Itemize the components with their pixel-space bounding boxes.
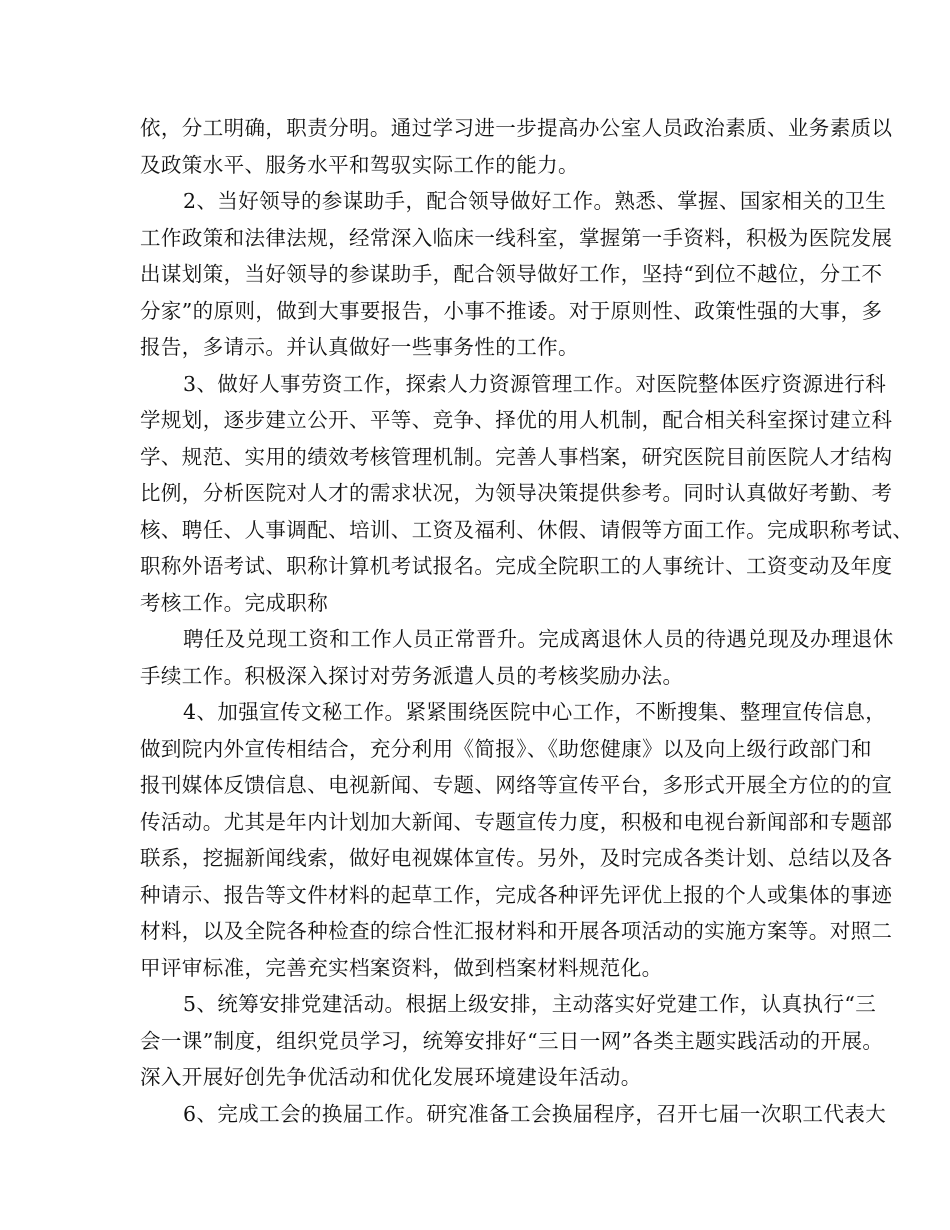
- text-line: 考核工作。完成职称: [140, 591, 329, 615]
- text-line: 报刊媒体反馈信息、电视新闻、专题、网络等宣传平台，多形式开展全方位的的宣: [140, 773, 893, 797]
- text-line: 深入开展好创先争优活动和优化发展环境建设年活动。: [140, 1065, 642, 1089]
- text-line: 职称外语考试、职称计算机考试报名。完成全院职工的人事统计、工资变动及年度: [140, 554, 893, 578]
- text-line: 做到院内外宣传相结合，充分利用《简报》、《助您健康》以及向上级行政部门和: [140, 737, 872, 761]
- paragraph-start-line: 聘任及兑现工资和工作人员正常晋升。完成离退休人员的待遇兑现及办理退休: [183, 627, 894, 651]
- text-line: 传活动。尤其是年内计划加大新闻、专题宣传力度，积极和电视台新闻部和专题部: [140, 810, 893, 834]
- text-line: 工作政策和法律法规，经常深入临床一线科室，掌握第一手资料，积极为医院发展: [140, 226, 893, 250]
- text-line: 手续工作。积极深入探讨对劳务派遣人员的考核奖励办法。: [140, 664, 684, 688]
- text-line: 分家”的原则，做到大事要报告，小事不推诿。对于原则性、政策性强的大事，多: [140, 299, 883, 323]
- paragraph-start-line: 3、做好人事劳资工作，探索人力资源管理工作。对医院整体医疗资源进行科: [183, 372, 887, 396]
- text-line: 会一课”制度，组织党员学习，统筹安排好“三日一网”各类主题实践活动的开展。: [140, 1029, 884, 1053]
- text-line: 报告，多请示。并认真做好一些事务性的工作。: [140, 335, 579, 359]
- text-line: 核、聘任、人事调配、培训、工资及福利、休假、请假等方面工作。完成职称考试、: [140, 518, 914, 542]
- text-line: 出谋划策，当好领导的参谋助手，配合领导做好工作，坚持“到位不越位，分工不: [140, 262, 883, 286]
- paragraph-start-line: 6、完成工会的换届工作。研究准备工会换届程序，召开七届一次职工代表大: [183, 1102, 887, 1126]
- text-line: 依，分工明确，职责分明。通过学习进一步提高办公室人员政治素质、业务素质以: [140, 116, 893, 140]
- paragraph-start-line: 5、统筹安排党建活动。根据上级安排，主动落实好党建工作，认真执行“三: [183, 992, 877, 1016]
- text-line: 比例，分析医院对人才的需求状况，为领导决策提供参考。同时认真做好考勤、考: [140, 481, 893, 505]
- text-line: 学、规范、实用的绩效考核管理机制。完善人事档案，研究医院目前医院人才结构: [140, 445, 893, 469]
- text-line: 甲评审标准，完善充实档案资料，做到档案材料规范化。: [140, 956, 663, 980]
- text-line: 联系，挖掘新闻线索，做好电视媒体宣传。另外，及时完成各类计划、总结以及各: [140, 846, 893, 870]
- text-line: 及政策水平、服务水平和驾驭实际工作的能力。: [140, 153, 579, 177]
- paragraph-start-line: 4、加强宣传文秘工作。紧紧围绕医院中心工作，不断搜集、整理宣传信息，: [183, 700, 887, 724]
- text-line: 材料，以及全院各种检查的综合性汇报材料和开展各项活动的实施方案等。对照二: [140, 919, 893, 943]
- text-line: 学规划，逐步建立公开、平等、竞争、择优的用人机制，配合相关科室探讨建立科: [140, 408, 893, 432]
- paragraph-start-line: 2、当好领导的参谋助手，配合领导做好工作。熟悉、掌握、国家相关的卫生: [183, 189, 887, 213]
- text-line: 种请示、报告等文件材料的起草工作，完成各种评先评优上报的个人或集体的事迹: [140, 883, 893, 907]
